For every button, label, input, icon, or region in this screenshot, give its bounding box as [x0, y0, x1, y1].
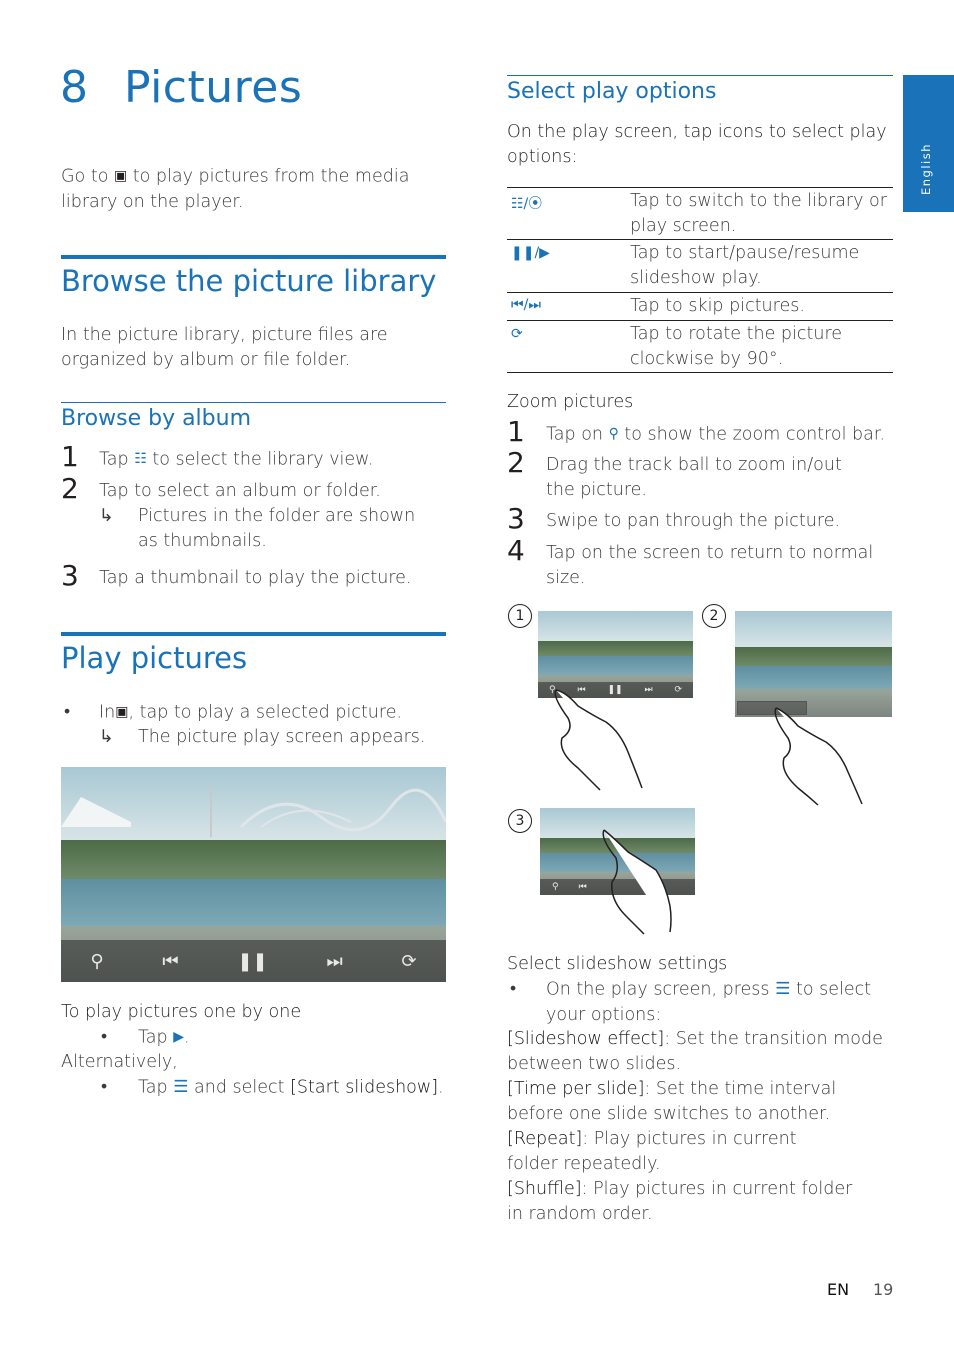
setting-name: [Repeat] [507, 1129, 583, 1149]
step-before: Tap on [546, 424, 603, 445]
browse-library-heading: Browse the picture library [61, 264, 437, 298]
zoom-icon: ⚲ [548, 685, 556, 695]
setting-desc: : Play pictures in current folder in random order. [507, 1179, 853, 1224]
step-text [99, 447, 444, 473]
table-row [507, 321, 893, 373]
page-number: 19 [873, 1280, 894, 1299]
step-text: Tap a thumbnail to play the picture. [99, 568, 412, 588]
step-number: 4 [507, 534, 525, 567]
language-tab-label: English [919, 142, 933, 195]
step-after: to select the library view. [152, 449, 374, 470]
item-before: Tap [138, 1027, 168, 1048]
pause-icon: ❚❚ [607, 685, 623, 695]
play-screen-photo [61, 767, 446, 982]
zoom-heading: Zoom pictures [507, 392, 634, 412]
start-slideshow-option: [Start slideshow] [290, 1077, 439, 1098]
language-tab [903, 75, 954, 212]
step-after: to show the zoom control bar. [624, 424, 886, 445]
previous-icon: ⏮ [578, 882, 587, 892]
hand-icon [770, 702, 870, 807]
setting-desc: : Play pictures in current folder repeatedly. [507, 1129, 797, 1174]
step-text: Tap to select an album or folder. [99, 481, 381, 501]
setting-name: [Time per slide] [507, 1079, 645, 1099]
library-view-icon: ☷ [134, 451, 147, 467]
previous-icon[interactable]: ⏮ [162, 950, 179, 972]
step-number: 3 [507, 502, 525, 535]
item-after: . [438, 1077, 444, 1098]
step-text [546, 422, 891, 448]
step-before: Tap [99, 449, 129, 470]
browse-library-text: In the picture library, picture files are organized by album or file folder. [61, 325, 388, 370]
setting-time-per-slide [507, 1077, 893, 1127]
step-text: Swipe to pan through the picture. [546, 511, 841, 531]
step-result: Pictures in the folder are shown as thumbnails. [138, 506, 416, 551]
browse-album-heading: Browse by album [61, 406, 252, 431]
item-after: . [184, 1027, 190, 1048]
item-after: to select your options: [546, 979, 872, 1025]
subsection-rule [507, 75, 893, 76]
slideshow-bullet [546, 977, 876, 1028]
step-number: 1 [61, 440, 79, 473]
alternatively-text: Alternatively, [61, 1052, 178, 1072]
bullet: • [510, 979, 517, 999]
play-pictures-heading: Play pictures [61, 641, 248, 675]
pause-play-icon: ❚❚/▶ [511, 245, 550, 261]
picture-icon: ▣ [113, 168, 128, 184]
next-icon: ⏭ [644, 685, 653, 695]
rotate-icon: ⟳ [511, 326, 523, 342]
result-arrow-icon: ↳ [99, 727, 114, 747]
table-cell-text: Tap to switch to the library or play screen. [630, 191, 887, 236]
chapter-number: 8 [60, 62, 89, 113]
table-row [507, 188, 893, 240]
result-arrow-icon: ↳ [99, 506, 114, 526]
intro-paragraph [61, 164, 451, 215]
next-icon[interactable]: ⏭ [326, 950, 343, 972]
figure-label: 3 [508, 809, 532, 833]
bullet: • [101, 1027, 108, 1047]
intro-after: to play pictures from the media library on the player. [61, 166, 410, 212]
intro-before: Go to [61, 166, 109, 187]
one-by-one-item-1 [138, 1025, 190, 1051]
setting-desc: : Set the transition mode between two slides. [507, 1029, 883, 1074]
setting-name: [Slideshow effect] [507, 1029, 665, 1049]
table-row [507, 240, 893, 293]
play-result: The picture play screen appears. [138, 727, 426, 747]
slideshow-heading: Select slideshow settings [507, 954, 728, 974]
chapter-title [60, 62, 302, 113]
zoom-icon: ⚲ [608, 426, 619, 442]
bullet: • [64, 702, 71, 722]
picture-icon: ▣ [115, 704, 129, 720]
setting-name: [Shuffle] [507, 1179, 582, 1199]
item-before: Tap [138, 1077, 168, 1098]
previous-icon: ⏮ [577, 685, 586, 695]
setting-repeat [507, 1127, 847, 1177]
section-rule [61, 255, 446, 259]
rotate-icon[interactable]: ⟳ [401, 950, 417, 972]
skip-icon: ⏮/⏭ [511, 297, 541, 313]
step-number: 3 [61, 559, 79, 592]
setting-desc: : Set the time interval before one slide switches to another. [507, 1079, 837, 1124]
zoom-icon: ⚲ [552, 882, 559, 892]
play-options-heading: Select play options [507, 79, 717, 104]
library-play-toggle-icon: ☷/⦿ [511, 196, 543, 212]
bullet: • [101, 1077, 108, 1097]
step-text: Tap on the screen to return to normal size. [546, 543, 874, 588]
item-before: On the play screen, press [546, 979, 770, 1000]
figure-label: 2 [702, 604, 726, 628]
item-mid: and select [194, 1077, 285, 1098]
item-before: In [99, 702, 116, 723]
step-number: 1 [507, 415, 525, 448]
step-text: Drag the track ball to zoom in/out the picture. [546, 455, 842, 500]
pause-icon[interactable]: ❚❚ [237, 950, 268, 972]
footer-lang: EN [827, 1280, 850, 1299]
step-number: 2 [507, 446, 525, 479]
play-control-bar [61, 940, 446, 982]
setting-slideshow-effect [507, 1027, 893, 1077]
subsection-rule [61, 402, 446, 403]
chapter-name: Pictures [124, 62, 303, 113]
table-cell-text: Tap to start/pause/resume slideshow play. [630, 243, 860, 288]
play-options-intro: On the play screen, tap icons to select play options: [507, 122, 887, 167]
one-by-one-item-2 [138, 1075, 448, 1101]
item-after: , tap to play a selected picture. [128, 702, 403, 723]
table-cell-text: Tap to skip pictures. [630, 296, 805, 316]
table-row [507, 293, 893, 321]
hand-icon [600, 826, 680, 936]
table-cell-text: Tap to rotate the picture clockwise by 90°. [630, 324, 843, 369]
zoom-icon[interactable]: ⚲ [90, 950, 104, 972]
rotate-icon: ⟳ [674, 685, 683, 695]
one-by-one-heading: To play pictures one by one [61, 1002, 302, 1022]
hand-icon [548, 682, 648, 792]
section-rule [61, 632, 446, 636]
menu-icon: ☰ [173, 1077, 189, 1097]
play-pictures-item [99, 700, 444, 726]
play-icon: ▶ [173, 1029, 184, 1045]
menu-icon: ☰ [775, 979, 791, 999]
setting-shuffle [507, 1177, 867, 1227]
step-number: 2 [61, 472, 79, 505]
figure-label: 1 [508, 604, 532, 628]
